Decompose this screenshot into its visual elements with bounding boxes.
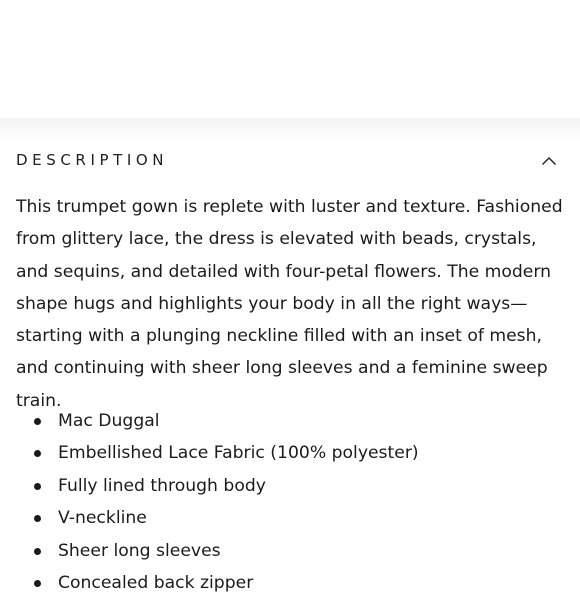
feature-list — [0, 405, 580, 599]
image-area — [0, 0, 580, 118]
bullet-icon — [34, 418, 41, 425]
chevron-up-icon[interactable] — [540, 152, 558, 170]
list-item — [0, 502, 580, 534]
section-divider — [0, 118, 580, 142]
bullet-icon — [34, 450, 41, 457]
list-item — [0, 567, 580, 599]
feature-label: Embellished Lace Fabric (100% polyester) — [58, 443, 419, 464]
list-item — [0, 535, 580, 567]
list-item — [0, 470, 580, 502]
feature-label: Sheer long sleeves — [58, 540, 221, 561]
section-title: DESCRIPTION — [16, 151, 169, 169]
description-accordion-header[interactable] — [0, 142, 580, 180]
list-item — [0, 405, 580, 437]
bullet-icon — [34, 580, 41, 587]
bullet-icon — [34, 483, 41, 490]
description-text: This trumpet gown is replete with luster and texture. Fashioned from glittery lace, the dress is elevated with beads, crystals, and sequins, and detailed with four-petal flowers. The modern shape hugs and highlights your body in all the right ways—starting with a plunging neckline filled with an inset of mesh, and continuing with sheer long sleeves and a feminine sweep train. — [16, 197, 563, 411]
feature-label: Fully lined through body — [58, 475, 266, 496]
feature-label: Concealed back zipper — [58, 572, 254, 593]
feature-label: V-neckline — [58, 508, 147, 529]
feature-label: Mac Duggal — [58, 411, 160, 431]
bullet-icon — [34, 515, 41, 522]
list-item — [0, 437, 580, 469]
bullet-icon — [34, 548, 41, 555]
